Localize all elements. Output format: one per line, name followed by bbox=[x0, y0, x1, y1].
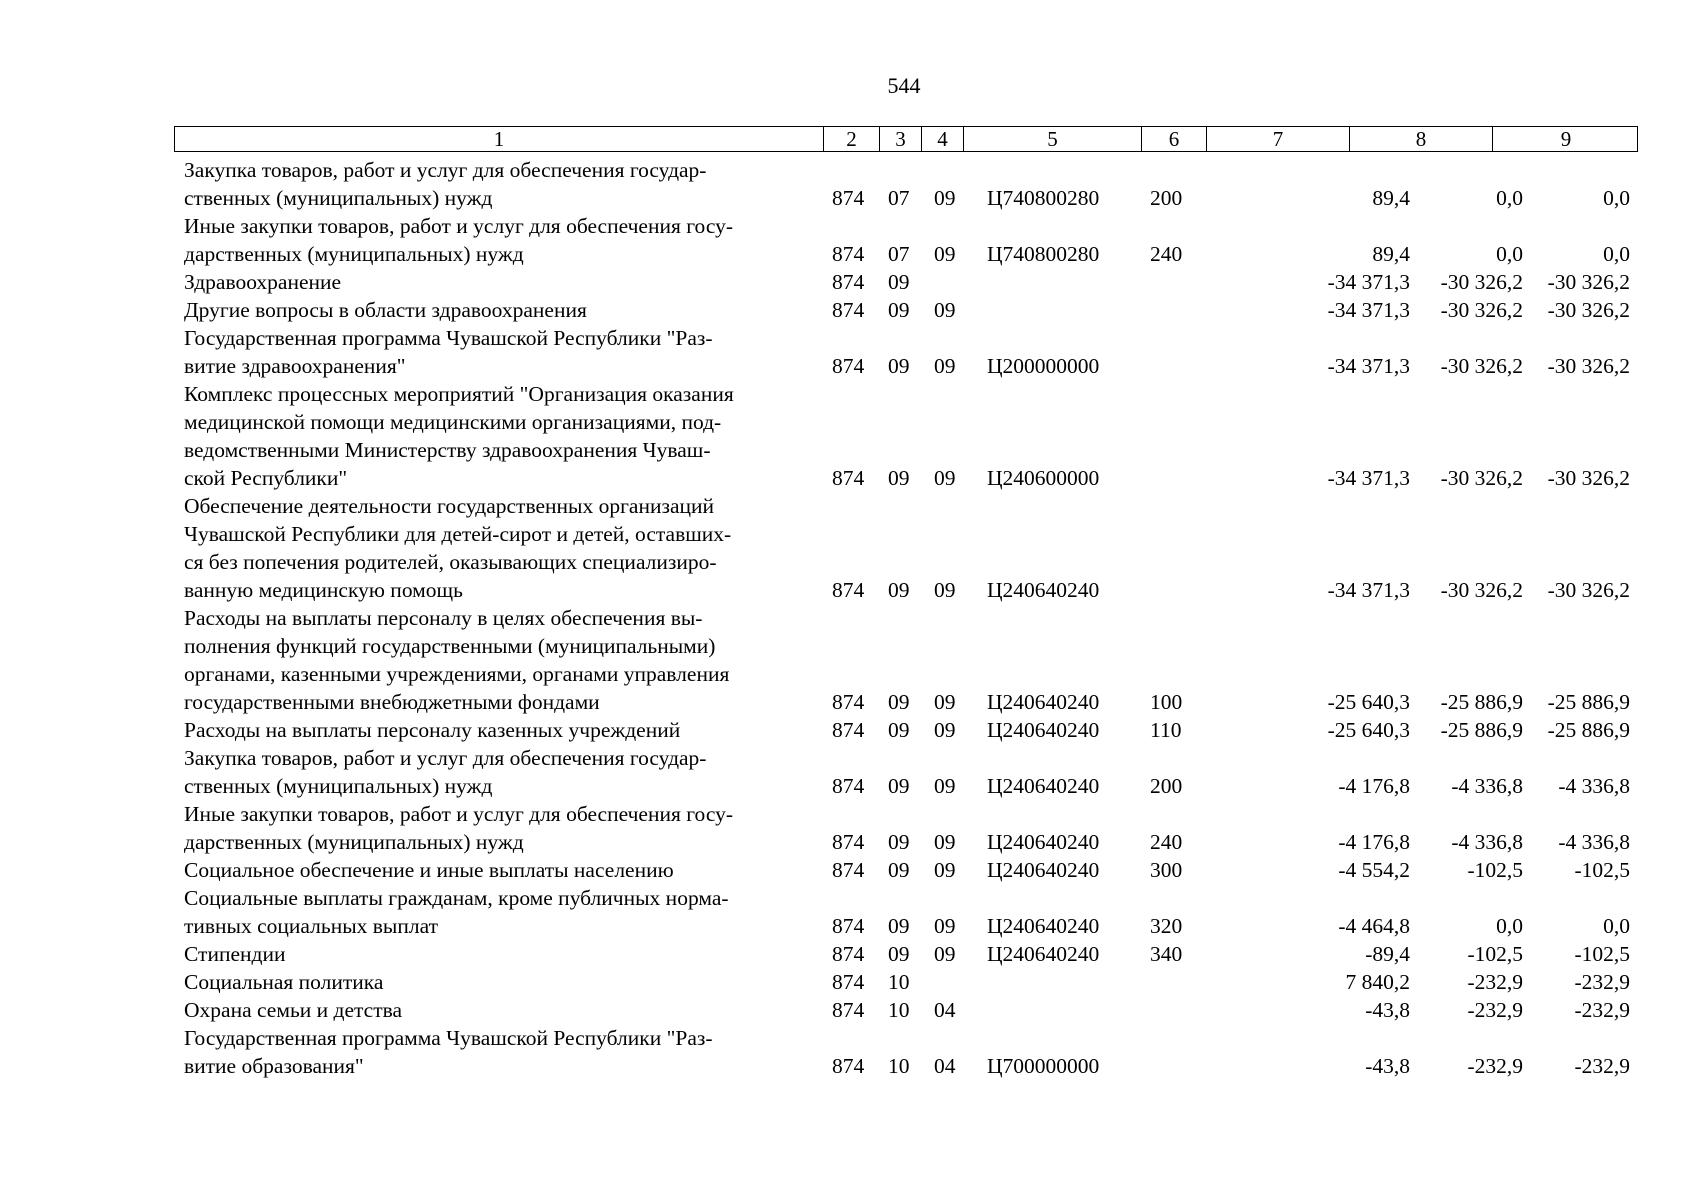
section-code: 09 bbox=[888, 718, 910, 742]
table-row bbox=[174, 744, 1638, 800]
amount-col-8: -30 326,2 bbox=[1440, 270, 1523, 294]
description-line: ванную медицинскую помощь bbox=[184, 578, 463, 602]
target-article-code: Ц240640240 bbox=[987, 942, 1100, 966]
ministry-code: 874 bbox=[832, 186, 865, 210]
description-line: Социальные выплаты гражданам, кроме публичных норма- bbox=[184, 886, 729, 910]
amount-col-7: -43,8 bbox=[1365, 998, 1410, 1022]
description-line: ской Республики" bbox=[184, 466, 348, 490]
amount-col-8: -25 886,9 bbox=[1440, 718, 1523, 742]
table-row bbox=[174, 492, 1638, 604]
header-col-3: 3 bbox=[879, 127, 921, 151]
amount-col-9: -4 336,8 bbox=[1558, 830, 1630, 854]
description-line: Другие вопросы в области здравоохранения bbox=[184, 298, 587, 322]
ministry-code: 874 bbox=[832, 690, 865, 714]
expense-type-code: 340 bbox=[1150, 942, 1183, 966]
subsection-code: 09 bbox=[934, 578, 956, 602]
amount-col-9: 0,0 bbox=[1603, 186, 1630, 210]
section-code: 07 bbox=[888, 242, 910, 266]
amount-col-8: -102,5 bbox=[1467, 942, 1523, 966]
description-line: Чувашской Республики для детей-сирот и детей, оставших- bbox=[184, 522, 732, 546]
ministry-code: 874 bbox=[832, 1054, 865, 1078]
expense-type-code: 110 bbox=[1150, 718, 1182, 742]
description-line: Иные закупки товаров, работ и услуг для обеспечения госу- bbox=[184, 214, 733, 238]
description-line: Расходы на выплаты персоналу казенных учреждений bbox=[184, 718, 681, 742]
amount-col-9: -25 886,9 bbox=[1547, 690, 1630, 714]
subsection-code: 09 bbox=[934, 942, 956, 966]
header-col-5: 5 bbox=[963, 127, 1141, 151]
section-code: 09 bbox=[888, 914, 910, 938]
description-line: витие образования" bbox=[184, 1054, 364, 1078]
amount-col-9: -25 886,9 bbox=[1547, 718, 1630, 742]
amount-col-8: -232,9 bbox=[1467, 998, 1523, 1022]
table-row bbox=[174, 884, 1638, 940]
subsection-code: 09 bbox=[934, 186, 956, 210]
subsection-code: 09 bbox=[934, 242, 956, 266]
amount-col-9: -30 326,2 bbox=[1547, 578, 1630, 602]
target-article-code: Ц200000000 bbox=[987, 354, 1100, 378]
header-col-1: 1 bbox=[493, 127, 505, 151]
expense-type-code: 320 bbox=[1150, 914, 1183, 938]
amount-col-7: 89,4 bbox=[1372, 186, 1410, 210]
expense-type-code: 100 bbox=[1150, 690, 1183, 714]
subsection-code: 09 bbox=[934, 466, 956, 490]
subsection-code: 09 bbox=[934, 298, 956, 322]
section-code: 10 bbox=[888, 970, 910, 994]
target-article-code: Ц240640240 bbox=[987, 830, 1100, 854]
amount-col-7: -4 464,8 bbox=[1338, 914, 1410, 938]
ministry-code: 874 bbox=[832, 998, 865, 1022]
description-line: Социальное обеспечение и иные выплаты населению bbox=[184, 858, 674, 882]
target-article-code: Ц740800280 bbox=[987, 186, 1100, 210]
table-row bbox=[174, 800, 1638, 856]
amount-col-7: -34 371,3 bbox=[1327, 578, 1410, 602]
section-code: 09 bbox=[888, 354, 910, 378]
amount-col-8: -102,5 bbox=[1467, 858, 1523, 882]
amount-col-7: -4 554,2 bbox=[1338, 858, 1410, 882]
section-code: 09 bbox=[888, 578, 910, 602]
description-line: витие здравоохранения" bbox=[184, 354, 406, 378]
target-article-code: Ц240640240 bbox=[987, 858, 1100, 882]
ministry-code: 874 bbox=[832, 830, 865, 854]
amount-col-7: -25 640,3 bbox=[1327, 690, 1410, 714]
description-line: Иные закупки товаров, работ и услуг для обеспечения госу- bbox=[184, 802, 733, 826]
section-code: 09 bbox=[888, 466, 910, 490]
amount-col-7: 7 840,2 bbox=[1345, 970, 1410, 994]
section-code: 09 bbox=[888, 298, 910, 322]
table-row bbox=[174, 212, 1638, 268]
target-article-code: Ц240640240 bbox=[987, 690, 1100, 714]
amount-col-8: -30 326,2 bbox=[1440, 466, 1523, 490]
amount-col-7: -25 640,3 bbox=[1327, 718, 1410, 742]
amount-col-9: -30 326,2 bbox=[1547, 298, 1630, 322]
amount-col-7: -34 371,3 bbox=[1327, 270, 1410, 294]
header-col-7: 7 bbox=[1206, 127, 1349, 151]
description-line: полнения функций государственными (муниципальными) bbox=[184, 634, 716, 658]
target-article-code: Ц240640240 bbox=[987, 774, 1100, 798]
amount-col-8: -25 886,9 bbox=[1440, 690, 1523, 714]
description-line: Государственная программа Чувашской Республики "Раз- bbox=[184, 326, 713, 350]
expense-type-code: 240 bbox=[1150, 830, 1183, 854]
description-line: ведомственными Министерству здравоохранения Чуваш- bbox=[184, 438, 711, 462]
subsection-code: 09 bbox=[934, 690, 956, 714]
table-row bbox=[174, 268, 1638, 296]
ministry-code: 874 bbox=[832, 858, 865, 882]
description-line: Закупка товаров, работ и услуг для обеспечения государ- bbox=[184, 746, 707, 770]
description-line: Здравоохранение bbox=[184, 270, 342, 294]
table-row bbox=[174, 380, 1638, 492]
ministry-code: 874 bbox=[832, 942, 865, 966]
section-code: 10 bbox=[888, 998, 910, 1022]
description-line: дарственных (муниципальных) нужд bbox=[184, 830, 524, 854]
ministry-code: 874 bbox=[832, 466, 865, 490]
target-article-code: Ц240640240 bbox=[987, 914, 1100, 938]
amount-col-9: -102,5 bbox=[1574, 858, 1630, 882]
amount-col-7: -34 371,3 bbox=[1327, 466, 1410, 490]
expense-type-code: 200 bbox=[1150, 186, 1183, 210]
description-line: государственными внебюджетными фондами bbox=[184, 690, 600, 714]
subsection-code: 09 bbox=[934, 774, 956, 798]
description-line: Государственная программа Чувашской Республики "Раз- bbox=[184, 1026, 713, 1050]
table-row bbox=[174, 716, 1638, 744]
table-row bbox=[174, 940, 1638, 968]
description-line: Стипендии bbox=[184, 942, 286, 966]
table-row bbox=[174, 856, 1638, 884]
amount-col-9: -232,9 bbox=[1574, 1054, 1630, 1078]
ministry-code: 874 bbox=[832, 354, 865, 378]
ministry-code: 874 bbox=[832, 914, 865, 938]
description-line: Расходы на выплаты персоналу в целях обеспечения вы- bbox=[184, 606, 703, 630]
description-line: Социальная политика bbox=[184, 970, 384, 994]
description-line: Охрана семьи и детства bbox=[184, 998, 403, 1022]
ministry-code: 874 bbox=[832, 970, 865, 994]
ministry-code: 874 bbox=[832, 242, 865, 266]
amount-col-9: -30 326,2 bbox=[1547, 270, 1630, 294]
amount-col-8: 0,0 bbox=[1496, 186, 1523, 210]
amount-col-9: -4 336,8 bbox=[1558, 774, 1630, 798]
amount-col-8: -4 336,8 bbox=[1451, 830, 1523, 854]
amount-col-8: -30 326,2 bbox=[1440, 354, 1523, 378]
amount-col-8: 0,0 bbox=[1496, 242, 1523, 266]
amount-col-7: 89,4 bbox=[1372, 242, 1410, 266]
description-line: ственных (муниципальных) нужд bbox=[184, 774, 493, 798]
amount-col-9: -232,9 bbox=[1574, 998, 1630, 1022]
description-line: Обеспечение деятельности государственных организаций bbox=[184, 494, 715, 518]
ministry-code: 874 bbox=[832, 578, 865, 602]
description-line: ственных (муниципальных) нужд bbox=[184, 186, 493, 210]
amount-col-8: -232,9 bbox=[1467, 1054, 1523, 1078]
target-article-code: Ц240640240 bbox=[987, 578, 1100, 602]
amount-col-7: -34 371,3 bbox=[1327, 298, 1410, 322]
section-code: 09 bbox=[888, 830, 910, 854]
header-col-8: 8 bbox=[1349, 127, 1492, 151]
amount-col-7: -34 371,3 bbox=[1327, 354, 1410, 378]
section-code: 07 bbox=[888, 186, 910, 210]
target-article-code: Ц700000000 bbox=[987, 1054, 1100, 1078]
table-row bbox=[174, 968, 1638, 996]
subsection-code: 09 bbox=[934, 354, 956, 378]
amount-col-9: -102,5 bbox=[1574, 942, 1630, 966]
header-col-4: 4 bbox=[921, 127, 963, 151]
description-line: органами, казенными учреждениями, органами управления bbox=[184, 662, 730, 686]
subsection-code: 09 bbox=[934, 830, 956, 854]
header-col-6: 6 bbox=[1141, 127, 1206, 151]
subsection-code: 04 bbox=[934, 998, 956, 1022]
section-code: 09 bbox=[888, 858, 910, 882]
description-line: дарственных (муниципальных) нужд bbox=[184, 242, 524, 266]
amount-col-8: -232,9 bbox=[1467, 970, 1523, 994]
section-code: 09 bbox=[888, 270, 910, 294]
header-col-9: 9 bbox=[1492, 127, 1639, 151]
amount-col-9: -232,9 bbox=[1574, 970, 1630, 994]
expense-type-code: 200 bbox=[1150, 774, 1183, 798]
expense-type-code: 300 bbox=[1150, 858, 1183, 882]
header-col-2: 2 bbox=[823, 127, 879, 151]
table-row bbox=[174, 604, 1638, 716]
table-row bbox=[174, 996, 1638, 1024]
amount-col-7: -4 176,8 bbox=[1338, 774, 1410, 798]
amount-col-7: -43,8 bbox=[1365, 1054, 1410, 1078]
subsection-code: 09 bbox=[934, 858, 956, 882]
description-line: медицинской помощи медицинскими организациями, под- bbox=[184, 410, 722, 434]
target-article-code: Ц240600000 bbox=[987, 466, 1100, 490]
table-body bbox=[174, 156, 1638, 1080]
amount-col-7: -4 176,8 bbox=[1338, 830, 1410, 854]
subsection-code: 04 bbox=[934, 1054, 956, 1078]
target-article-code: Ц740800280 bbox=[987, 242, 1100, 266]
table-row bbox=[174, 1024, 1638, 1080]
amount-col-9: -30 326,2 bbox=[1547, 466, 1630, 490]
ministry-code: 874 bbox=[832, 270, 865, 294]
subsection-code: 09 bbox=[934, 914, 956, 938]
ministry-code: 874 bbox=[832, 774, 865, 798]
table-row bbox=[174, 324, 1638, 380]
amount-col-9: -30 326,2 bbox=[1547, 354, 1630, 378]
description-line: Комплекс процессных мероприятий "Организация оказания bbox=[184, 382, 734, 406]
section-code: 10 bbox=[888, 1054, 910, 1078]
description-line: ся без попечения родителей, оказывающих специализиро- bbox=[184, 550, 717, 574]
amount-col-8: -30 326,2 bbox=[1440, 578, 1523, 602]
ministry-code: 874 bbox=[832, 718, 865, 742]
section-code: 09 bbox=[888, 942, 910, 966]
page-number: 544 bbox=[887, 73, 921, 98]
ministry-code: 874 bbox=[832, 298, 865, 322]
table-row bbox=[174, 156, 1638, 212]
amount-col-8: 0,0 bbox=[1496, 914, 1523, 938]
expense-type-code: 240 bbox=[1150, 242, 1183, 266]
amount-col-8: -4 336,8 bbox=[1451, 774, 1523, 798]
amount-col-7: -89,4 bbox=[1365, 942, 1410, 966]
section-code: 09 bbox=[888, 774, 910, 798]
amount-col-9: 0,0 bbox=[1603, 914, 1630, 938]
description-line: Закупка товаров, работ и услуг для обеспечения государ- bbox=[184, 158, 707, 182]
section-code: 09 bbox=[888, 690, 910, 714]
target-article-code: Ц240640240 bbox=[987, 718, 1100, 742]
table-row bbox=[174, 296, 1638, 324]
subsection-code: 09 bbox=[934, 718, 956, 742]
amount-col-8: -30 326,2 bbox=[1440, 298, 1523, 322]
table-header bbox=[174, 126, 1638, 152]
description-line: тивных социальных выплат bbox=[184, 914, 438, 938]
amount-col-9: 0,0 bbox=[1603, 242, 1630, 266]
